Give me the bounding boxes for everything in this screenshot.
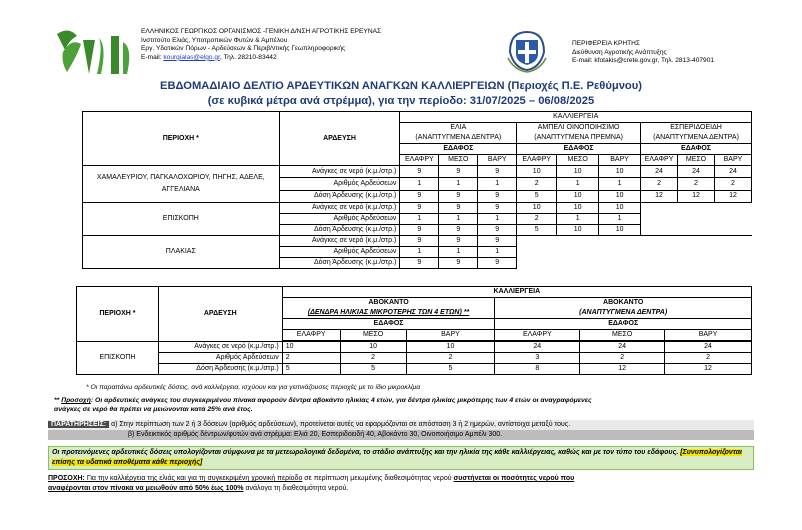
row-label: Ανάγκες σε νερό (κ.μ./στρ.): [158, 342, 282, 353]
cell: 12: [641, 190, 678, 202]
empty-cell: [517, 236, 752, 269]
crop-citrus: [641, 123, 752, 144]
header-left-line: Ινστιτούτο Ελιάς, Υποτροπικών Φυτών & Αμπέλου: [141, 36, 288, 44]
header-left-text: [141, 28, 381, 78]
cell: 9: [400, 203, 439, 214]
footnote-2-label: Προσοχή: [61, 397, 91, 404]
cell: 1: [439, 214, 478, 225]
cell: 9: [478, 258, 517, 269]
cell: 2: [665, 353, 752, 364]
cell: 9: [439, 166, 478, 178]
phone-text: , Τηλ. 28210-83442: [219, 53, 277, 61]
final-note-line2a: αναφέρονται στον πίνακα να μειωθούν από 50% έως 100%: [48, 485, 244, 492]
cell: 1: [439, 247, 478, 258]
soil-heavy: ΒΑΡΥ: [665, 330, 752, 341]
cell: 9: [400, 236, 439, 247]
row-label: Αριθμός Αρδεύσεων: [158, 353, 282, 364]
crop-avocado-mature: [495, 298, 752, 319]
cell: 10: [406, 342, 495, 353]
header-left-contact: [141, 54, 381, 63]
cell: 12: [665, 364, 752, 375]
soil-light: ΕΛΑΦΡΥ: [282, 330, 340, 341]
cell: 2: [641, 178, 678, 190]
soil-medium: ΜΕΣΟ: [678, 155, 715, 166]
row-label: Δόση Άρδευσης (κ.μ./στρ.): [279, 190, 400, 202]
area-name: ΕΠΙΣΚΟΠΗ: [83, 203, 280, 236]
footnote-1: * Οι παραπάνω αρδευτικές δόσεις, ανά καλλιέργεια, ισχύουν και για γειτνιάζουσες περιοχές με το ίδιο μικροκλίμα: [86, 384, 421, 391]
email-prefix: E-mail:: [141, 53, 164, 61]
crop-name: ΑΒΟΚΑΝΤΟ: [368, 299, 409, 306]
area-name: ΧΑΜΑΛΕΥΡΙΟΥ, ΠΑΓΚΑΛΟΧΩΡΙΟΥ, ΠΗΓΗΣ, ΑΔΕΛΕ, ΑΓΓΕΛΙΑΝΑ: [83, 166, 280, 203]
cell: 10: [517, 166, 557, 178]
cell: 12: [580, 364, 665, 375]
cell: 10: [340, 342, 406, 353]
cell: 9: [439, 258, 478, 269]
final-note-part3: συστήνεται οι ποσότητες νερού που: [453, 475, 575, 482]
soil-medium: ΜΕΣΟ: [439, 155, 478, 166]
row-label: Αριθμός Αρδεύσεων: [279, 214, 400, 225]
cell: 1: [599, 178, 641, 190]
row-label: Αριθμός Αρδεύσεων: [279, 178, 400, 190]
final-note-part1: Για την καλλιέργεια της ελιάς και για τη συγκεκριμένη χρονική περίοδο: [84, 475, 303, 482]
cell: 2: [517, 214, 557, 225]
row-label: Ανάγκες σε νερό (κ.μ./στρ.): [279, 166, 400, 178]
cell: 1: [478, 178, 517, 190]
cell: 9: [478, 225, 517, 236]
soil-header: ΕΔΑΦΟΣ: [641, 144, 752, 155]
crop-name: ΕΛΙΑ: [450, 124, 467, 131]
soil-heavy: ΒΑΡΥ: [478, 155, 517, 166]
crop-name: ΕΣΠΕΡΙΔΟΕΙΔΗ: [670, 124, 722, 131]
cell: 5: [517, 190, 557, 202]
cell: 10: [557, 203, 599, 214]
cell: 10: [599, 225, 641, 236]
cell: 2: [406, 353, 495, 364]
cell: 1: [478, 214, 517, 225]
cell: 10: [599, 190, 641, 202]
crop-name: ΑΒΟΚΑΝΤΟ: [603, 299, 644, 306]
cell: 24: [495, 342, 580, 353]
row-label: Ανάγκες σε νερό (κ.μ./στρ.): [279, 236, 400, 247]
header-left-line: Εργ. Υδατικών Πόρων - Αρδεύσεων & Περιβ/ντικής Γεωπληροφορικής: [141, 45, 346, 53]
cell: 24: [665, 342, 752, 353]
final-note-part2: σε περίπτωση μειωμένης διαθεσιμότητας νερού: [302, 475, 454, 482]
cell: 1: [400, 178, 439, 190]
crop-avocado-young: [282, 298, 495, 319]
crop-sub: (ΑΝΑΠΤΥΓΜΕΝΑ ΔΕΝΤΡΑ): [415, 134, 502, 141]
soil-light: ΕΛΑΦΡΥ: [641, 155, 678, 166]
header-right-line: ΠΕΡΙΦΕΡΕΙΑ ΚΡΗΤΗΣ: [572, 40, 640, 47]
footnote-2-prefix: **: [54, 397, 62, 404]
cell: 10: [599, 166, 641, 178]
cell: 2: [282, 353, 340, 364]
cell: 9: [478, 166, 517, 178]
cell: 9: [478, 203, 517, 214]
cell: 5: [340, 364, 406, 375]
elgo-logo-icon: [55, 28, 135, 78]
cell: 9: [439, 236, 478, 247]
empty-cell: [641, 203, 752, 236]
cell: 10: [282, 342, 340, 353]
cell: 12: [678, 190, 715, 202]
observation-a: α) Στην περίπτωση των 2 ή 3 δόσεων (αριθμός αρδεύσεων), προτείνεται αυτές να εφαρμόζονται σε απόσταση 3 ή 2 ημερών, αντίστοιχα μεταξύ τους.: [109, 421, 571, 428]
row-label: Ανάγκες σε νερό (κ.μ./στρ.): [279, 203, 400, 214]
soil-header: ΕΔΑΦΟΣ: [495, 319, 752, 330]
crop-sub: (ΔΕΝΔΡΑ ΗΛΙΚΙΑΣ ΜΙΚΡΟΤΕΡΗΣ ΤΩΝ 4 ΕΤΩΝ) **: [307, 309, 470, 316]
cell: 1: [400, 214, 439, 225]
cell: 2: [714, 178, 751, 190]
soil-light: ΕΛΑΦΡΥ: [400, 155, 439, 166]
green-note: [48, 446, 754, 470]
irrigation-table-2: [76, 286, 752, 375]
crop-name: ΑΜΠΕΛΙ ΟΙΝΟΠΟΙΗΣΙΜΟ: [537, 124, 620, 131]
cell: 10: [517, 203, 557, 214]
soil-medium: ΜΕΣΟ: [557, 155, 599, 166]
soil-light: ΕΛΑΦΡΥ: [517, 155, 557, 166]
cell: 2: [340, 353, 406, 364]
page-subtitle: (σε κυβικά μέτρα ανά στρέμμα), για την περίοδο: 31/07/2025 – 06/08/2025: [207, 95, 595, 107]
footnote-2: [54, 396, 754, 414]
cell: 9: [439, 203, 478, 214]
cell: 24: [580, 342, 665, 353]
cell: 1: [478, 247, 517, 258]
cell: 5: [282, 364, 340, 375]
row-label: Δόση Άρδευσης (κ.μ./στρ.): [279, 225, 400, 236]
cell: 9: [400, 166, 439, 178]
cell: 5: [406, 364, 495, 375]
header-irrigation: ΑΡΔΕΥΣΗ: [279, 112, 400, 166]
header-crops: ΚΑΛΛΙΕΡΓΕΙΑ: [400, 112, 752, 123]
header-area: ΠΕΡΙΟΧΗ *: [77, 287, 159, 342]
soil-heavy: ΒΑΡΥ: [406, 330, 495, 341]
cell: 1: [400, 247, 439, 258]
cell: 9: [400, 190, 439, 202]
final-note-label: ΠΡΟΣΟΧΗ:: [48, 475, 85, 482]
area-name: ΠΛΑΚΙΑΣ: [83, 236, 280, 269]
crop-sub: (ΑΝΑΠΤΥΓΜΕΝΑ ΔΕΝΤΡΑ): [653, 134, 739, 141]
row-label: Αριθμός Αρδεύσεων: [279, 247, 400, 258]
soil-header: ΕΔΑΦΟΣ: [400, 144, 517, 155]
cell: 9: [400, 225, 439, 236]
cell: 24: [641, 166, 678, 178]
header-irrigation: ΑΡΔΕΥΣΗ: [158, 287, 282, 342]
irrigation-table-1: [82, 111, 752, 269]
cell: 24: [714, 166, 751, 178]
cell: 9: [439, 190, 478, 202]
soil-header: ΕΔΑΦΟΣ: [282, 319, 495, 330]
crop-olive: [400, 123, 517, 144]
cell: 10: [557, 190, 599, 202]
cell: 2: [517, 178, 557, 190]
final-note: [48, 474, 758, 494]
cell: 1: [557, 214, 599, 225]
cell: 10: [557, 225, 599, 236]
cell: 1: [557, 178, 599, 190]
header-left-line: ΕΛΛΗΝΙΚΟΣ ΓΕΩΡΓΙΚΟΣ ΟΡΓΑΝΙΣΜΟΣ -ΓΕΝΙΚΗ Δ/ΝΣΗ ΑΓΡΟΤΙΚΗΣ ΕΡΕΥΝΑΣ: [141, 28, 382, 35]
cell: 24: [678, 166, 715, 178]
crop-sub: (ΑΝΑΠΤΥΓΜΕΝΑ ΠΡΕΜΝΑ): [534, 134, 623, 141]
header-right: [572, 40, 714, 66]
observation-a-row: [48, 420, 754, 430]
soil-heavy: ΒΑΡΥ: [714, 155, 751, 166]
header-right-line: Διεύθυνση Αγροτικής Ανάπτυξης: [572, 48, 667, 56]
observations-label: ΠΑΡΑΤΗΡΗΣΕΙΣ:: [48, 421, 109, 428]
observation-b: β) Ενδεικτικός αριθμός δέντρων/φυτών ανά στρέμμα: Ελιά 20, Εσπεριδοειδή 40, Αβοκάντο 30, Οινοποιήσιμο Αμπέλι 300.: [48, 430, 754, 440]
crop-sub: (ΑΝΑΠΤΥΓΜΕΝΑ ΔΕΝΤΡΑ): [579, 309, 668, 316]
soil-light: ΕΛΑΦΡΥ: [495, 330, 580, 341]
greek-emblem-icon: [504, 28, 550, 74]
cell: 9: [439, 225, 478, 236]
row-label: Δόση Άρδευσης (κ.μ./στρ.): [279, 258, 400, 269]
cell: 8: [495, 364, 580, 375]
green-note-highlight: [Συνυπολογίζονται επίσης τα υδατικά αποθέματα κάθε περιοχής]: [52, 449, 742, 466]
header-crops: ΚΑΛΛΙΕΡΓΕΙΑ: [282, 287, 751, 298]
cell: 1: [599, 214, 641, 225]
crop-vine: [517, 123, 641, 144]
cell: 12: [714, 190, 751, 202]
cell: 9: [400, 258, 439, 269]
soil-heavy: ΒΑΡΥ: [599, 155, 641, 166]
area-name: ΕΠΙΣΚΟΠΗ: [77, 342, 159, 375]
final-note-line2b: ανάλογα τη διαθεσιμότητα νερού.: [243, 485, 349, 492]
header-right-line: E-mail: kfotakis@crete.gov.gr, Τηλ. 2813-407901: [572, 57, 715, 65]
soil-medium: ΜΕΣΟ: [340, 330, 406, 341]
cell: 10: [599, 203, 641, 214]
footnote-2-line2: ανάγκες σε νερό θα πρέπει να μειώνονται κατά 25% ανά έτος.: [54, 406, 253, 413]
cell: 9: [478, 190, 517, 202]
header-left: [55, 28, 381, 78]
email-link[interactable]: kourgialas@elgo.gr: [163, 53, 220, 61]
cell: 9: [478, 236, 517, 247]
observations: [48, 420, 754, 440]
cell: 2: [678, 178, 715, 190]
page-title: ΕΒΔΟΜΑΔΙΑΙΟ ΔΕΛΤΙΟ ΑΡΔΕΥΤΙΚΩΝ ΑΝΑΓΚΩΝ ΚΑΛΛΙΕΡΓΕΙΩΝ (Περιοχές Π.Ε. Ρεθύμνου): [159, 80, 642, 92]
cell: 2: [580, 353, 665, 364]
header-area: ΠΕΡΙΟΧΗ *: [83, 112, 280, 166]
green-note-text: Οι προτεινόμενες αρδευτικές δόσεις υπολογίζονται σύμφωνα με τα μετεωρολογικά δεδομένα, το στάδιο ανάπτυξης και την ηλικία της κάθε καλλιέργειας, καθώς και με τον τύπο του εδάφους.: [52, 449, 679, 456]
cell: 5: [517, 225, 557, 236]
soil-header: ΕΔΑΦΟΣ: [517, 144, 641, 155]
row-label: Δόση Άρδευσης (κ.μ./στρ.): [158, 364, 282, 375]
cell: 3: [495, 353, 580, 364]
footnote-2-text: : Οι αρδευτικές ανάγκες του συγκεκριμένου πίνακα αφορούν δέντρα αβοκάντο ηλικίας 4 ετών, για δέντρα ηλικίας μικρότερης των 4 ετών οι αναγραφόμενες: [90, 397, 592, 404]
soil-medium: ΜΕΣΟ: [580, 330, 665, 341]
cell: 1: [439, 178, 478, 190]
cell: 10: [557, 166, 599, 178]
